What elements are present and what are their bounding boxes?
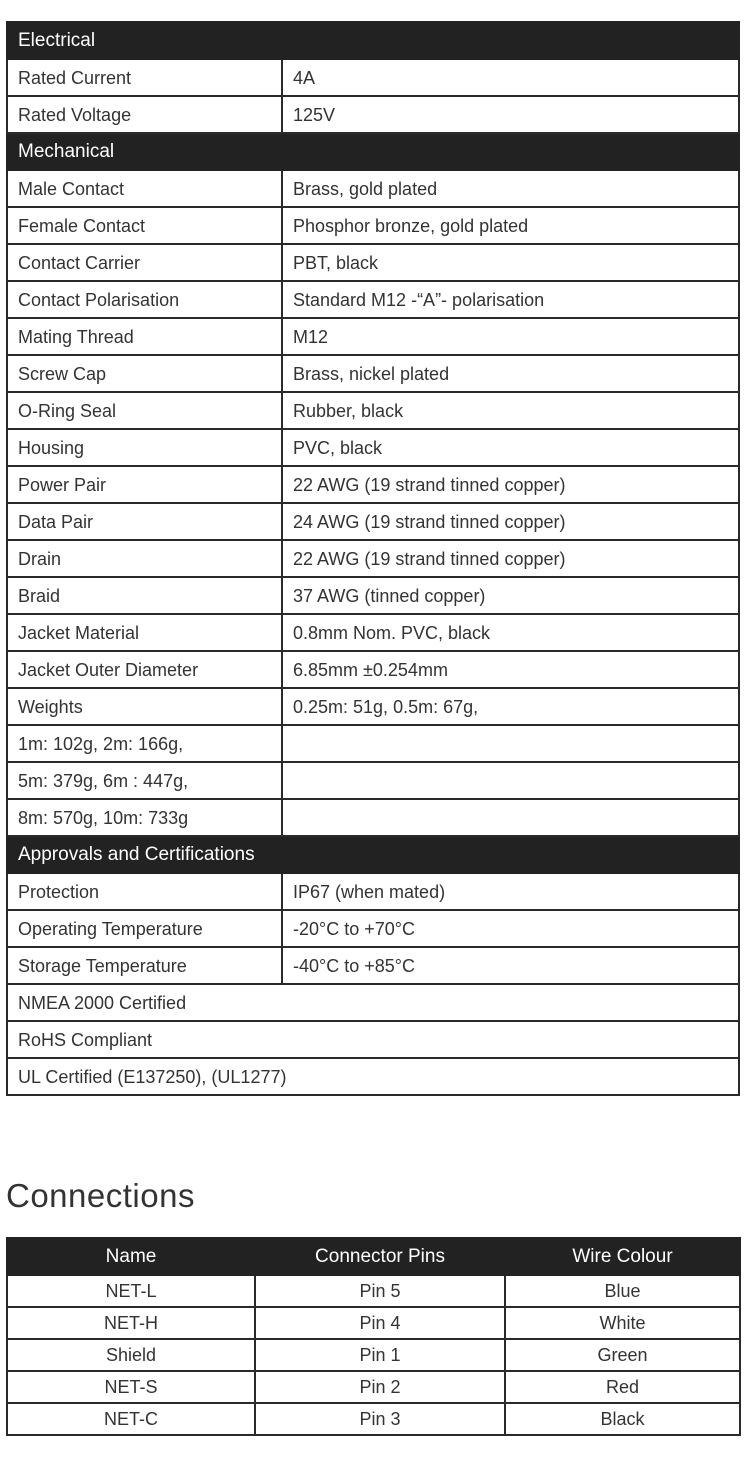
- spec-value: [282, 762, 739, 799]
- spec-row: [7, 799, 739, 836]
- spec-row: [7, 355, 739, 392]
- section-header-row: [7, 133, 739, 170]
- spec-row: [7, 540, 739, 577]
- spec-value: PVC, black: [282, 429, 739, 466]
- section-header-row: [7, 836, 739, 873]
- spec-value: IP67 (when mated): [282, 873, 739, 910]
- connector-pin: Pin 4: [255, 1307, 505, 1339]
- spec-row: [7, 910, 739, 947]
- spec-key: Male Contact: [7, 170, 282, 207]
- wire-colour: Blue: [505, 1275, 740, 1307]
- section-header: Electrical: [7, 22, 739, 59]
- spec-key: Contact Polarisation: [7, 281, 282, 318]
- spec-key: Screw Cap: [7, 355, 282, 392]
- spec-key: 5m: 379g, 6m : 447g,: [7, 762, 282, 799]
- spec-value: 6.85mm ±0.254mm: [282, 651, 739, 688]
- wire-colour: White: [505, 1307, 740, 1339]
- connection-row: [7, 1403, 740, 1435]
- spec-row: [7, 577, 739, 614]
- spec-key: Mating Thread: [7, 318, 282, 355]
- connections-title: Connections: [6, 1177, 195, 1214]
- spec-value: Brass, nickel plated: [282, 355, 739, 392]
- spec-row: [7, 947, 739, 984]
- spec-value: 4A: [282, 59, 739, 96]
- connections-body: [7, 1275, 740, 1435]
- spec-key: Protection: [7, 873, 282, 910]
- connection-row: [7, 1371, 740, 1403]
- spec-row: [7, 207, 739, 244]
- spec-value: -40°C to +85°C: [282, 947, 739, 984]
- column-header-wire-colour: Wire Colour: [505, 1238, 740, 1275]
- spec-key: O-Ring Seal: [7, 392, 282, 429]
- spec-row: [7, 429, 739, 466]
- spec-row: [7, 688, 739, 725]
- connections-header-row: [7, 1238, 740, 1275]
- column-header-name: Name: [7, 1238, 255, 1275]
- spec-value: [282, 799, 739, 836]
- connector-pin: Pin 5: [255, 1275, 505, 1307]
- spec-value: Brass, gold plated: [282, 170, 739, 207]
- connections-table: [6, 1237, 741, 1436]
- spec-key: Operating Temperature: [7, 910, 282, 947]
- spec-key: Jacket Outer Diameter: [7, 651, 282, 688]
- spec-value: 37 AWG (tinned copper): [282, 577, 739, 614]
- section-header: Mechanical: [7, 133, 739, 170]
- spec-certification: RoHS Compliant: [7, 1021, 739, 1058]
- spec-key: Weights: [7, 688, 282, 725]
- spec-key: Jacket Material: [7, 614, 282, 651]
- spec-value: 24 AWG (19 strand tinned copper): [282, 503, 739, 540]
- spec-row: [7, 762, 739, 799]
- spec-value: PBT, black: [282, 244, 739, 281]
- spec-key: 8m: 570g, 10m: 733g: [7, 799, 282, 836]
- spec-value: 22 AWG (19 strand tinned copper): [282, 540, 739, 577]
- wire-colour: Red: [505, 1371, 740, 1403]
- connection-row: [7, 1307, 740, 1339]
- spec-row: [7, 392, 739, 429]
- wire-colour: Black: [505, 1403, 740, 1435]
- connection-name: NET-C: [7, 1403, 255, 1435]
- spec-value: Rubber, black: [282, 392, 739, 429]
- spec-full-row: [7, 1021, 739, 1058]
- spec-key: Housing: [7, 429, 282, 466]
- spec-key: 1m: 102g, 2m: 166g,: [7, 725, 282, 762]
- connector-pin: Pin 1: [255, 1339, 505, 1371]
- spec-row: [7, 466, 739, 503]
- wire-colour: Green: [505, 1339, 740, 1371]
- specifications-body: [7, 22, 739, 1095]
- specifications-table: [6, 21, 740, 1096]
- spec-key: Female Contact: [7, 207, 282, 244]
- spec-full-row: [7, 984, 739, 1021]
- spec-value: 125V: [282, 96, 739, 133]
- spec-row: [7, 170, 739, 207]
- spec-key: Storage Temperature: [7, 947, 282, 984]
- connection-name: NET-H: [7, 1307, 255, 1339]
- connection-name: NET-L: [7, 1275, 255, 1307]
- spec-value: [282, 725, 739, 762]
- spec-certification: NMEA 2000 Certified: [7, 984, 739, 1021]
- column-header-connector-pins: Connector Pins: [255, 1238, 505, 1275]
- spec-value: Standard M12 -“A”- polarisation: [282, 281, 739, 318]
- section-header-row: [7, 22, 739, 59]
- spec-row: [7, 281, 739, 318]
- spec-value: -20°C to +70°C: [282, 910, 739, 947]
- spec-row: [7, 725, 739, 762]
- spec-key: Rated Current: [7, 59, 282, 96]
- connection-name: NET-S: [7, 1371, 255, 1403]
- spec-row: [7, 244, 739, 281]
- spec-certification: UL Certified (E137250), (UL1277): [7, 1058, 739, 1095]
- spec-key: Rated Voltage: [7, 96, 282, 133]
- spec-row: [7, 96, 739, 133]
- spec-row: [7, 503, 739, 540]
- spec-row: [7, 873, 739, 910]
- spec-full-row: [7, 1058, 739, 1095]
- connector-pin: Pin 3: [255, 1403, 505, 1435]
- spec-value: 0.8mm Nom. PVC, black: [282, 614, 739, 651]
- spec-key: Braid: [7, 577, 282, 614]
- spec-row: [7, 651, 739, 688]
- spec-row: [7, 614, 739, 651]
- connection-row: [7, 1339, 740, 1371]
- spec-key: Contact Carrier: [7, 244, 282, 281]
- spec-value: 0.25m: 51g, 0.5m: 67g,: [282, 688, 739, 725]
- connector-pin: Pin 2: [255, 1371, 505, 1403]
- spec-key: Drain: [7, 540, 282, 577]
- spec-value: 22 AWG (19 strand tinned copper): [282, 466, 739, 503]
- spec-row: [7, 59, 739, 96]
- spec-row: [7, 318, 739, 355]
- section-header: Approvals and Certifications: [7, 836, 739, 873]
- spec-key: Power Pair: [7, 466, 282, 503]
- connection-row: [7, 1275, 740, 1307]
- connection-name: Shield: [7, 1339, 255, 1371]
- spec-value: Phosphor bronze, gold plated: [282, 207, 739, 244]
- spec-value: M12: [282, 318, 739, 355]
- spec-key: Data Pair: [7, 503, 282, 540]
